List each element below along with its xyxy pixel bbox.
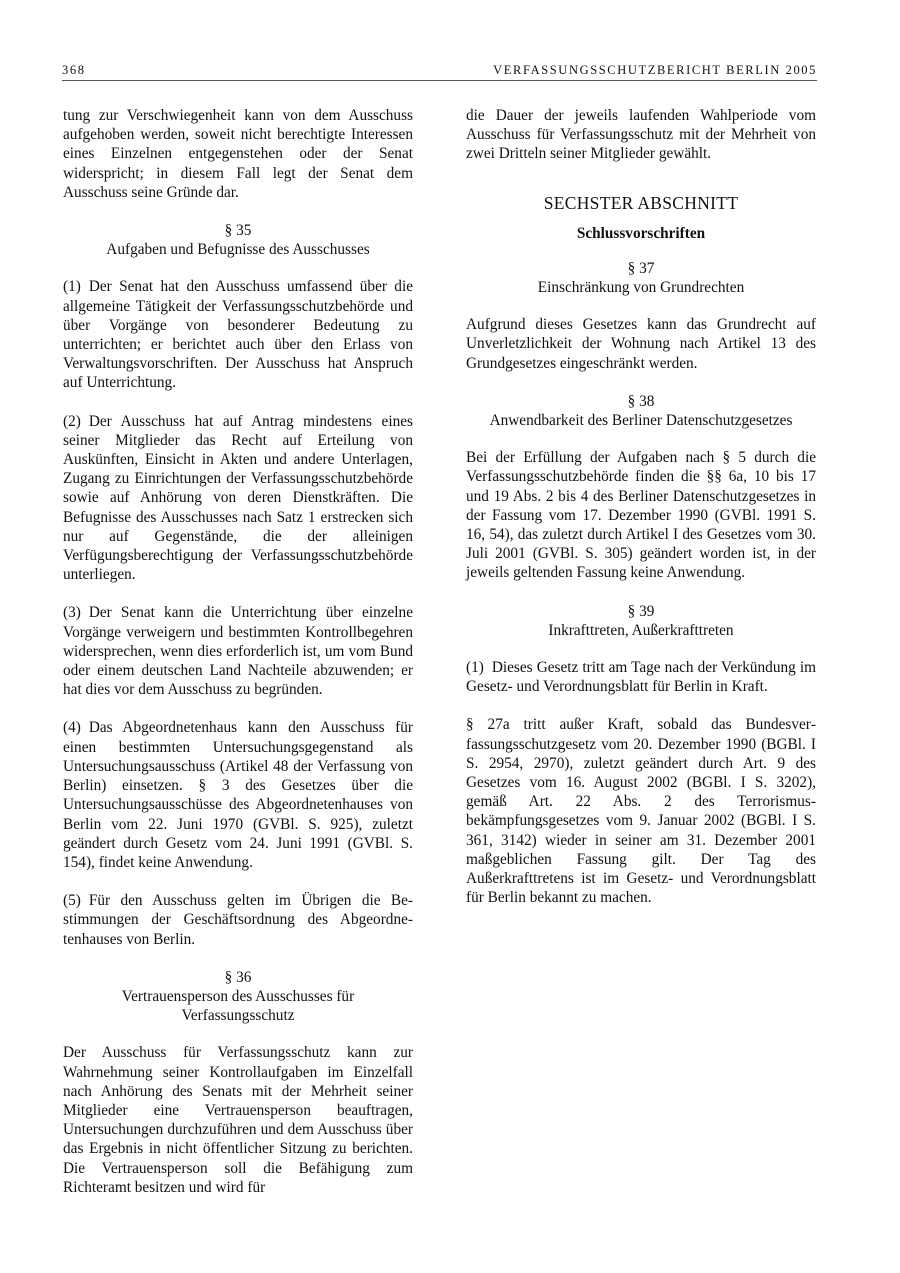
- paragraph-text: Aufgrund dieses Gesetzes kann das Grundrecht auf Unverletzlichkeit der Wohnung nach Artikel 13 des Grundgesetzes eingeschränkt werden.: [466, 316, 816, 372]
- paragraph: [63, 718, 413, 872]
- paragraph-text: Dieses Gesetz tritt am Tage nach der Verkündung im Gesetz- und Verordnungsblatt für Berlin in Kraft.: [466, 659, 816, 696]
- right-column: [466, 106, 816, 927]
- continuation-text: die Dauer der jeweils laufenden Wahlperiode vom Ausschuss für Verfassungsschutz mit der Mehrheit von zwei Dritteln seiner Mitglieder gewählt.: [466, 107, 816, 163]
- paragraph: [63, 891, 413, 949]
- page-header: [62, 60, 817, 80]
- paragraph: [466, 658, 816, 696]
- section-title: Einschränkung von Grundrechten: [537, 279, 745, 297]
- left-column: [63, 106, 413, 1216]
- paragraph-number: (3): [63, 604, 81, 622]
- paragraph-text: Bei der Erfüllung der Aufgaben nach § 5 durch die Verfassungsschutzbehörde finden die §§ 6a, 10 bis 17 und 19 Abs. 2 bis 4 des Berliner Datenschutzgesetzes in der Fassung vom 17. Dezember 1990 (GVBl. 1991 S. 16, 54), das zuletzt durch Artikel I des Gesetzes vom 30. Juli 2001 (GVBl. S. 305) geändert worden ist, in der jeweils geltenden Fassung keine Anwendung.: [466, 449, 816, 582]
- continuation-text: tung zur Verschwiegenheit kann von dem Ausschuss aufgehoben werden, soweit nicht berechtigte Interessen eines Einzelnen entgegenstehen oder der Senat widerspricht; in diesem Fall legt der Senat dem Ausschuss seine Gründe dar.: [63, 107, 413, 201]
- paragraph-text: Der Senat hat den Ausschuss umfassend über die allgemeine Tätigkeit der Verfassungsschutzbehörde und über Vorgänge von besonderer Bedeutung zu unterrichten; er berichtet auch über den Erlass von Verwaltungsvorschriften. Der Ausschuss hat Anspruch auf Unterrichtung.: [63, 278, 413, 392]
- paragraph-text: Der Senat kann die Unterrichtung über einzelne Vorgänge verweigern und bestimmten Kontrollbegehren widersprechen, wenn dies erforderlich ist, um vom Bund oder einem deutschen Land Nachteile abzuwenden; er hat dies vor dem Ausschuss zu begründen.: [63, 604, 413, 699]
- section-number: § 35: [224, 222, 252, 240]
- running-title: VERFASSUNGSSCHUTZBERICHT BERLIN 2005: [493, 63, 817, 77]
- part-title: Schlussvorschriften: [576, 224, 706, 242]
- header-rule: [62, 80, 817, 81]
- paragraph: [63, 277, 413, 392]
- paragraph-number: (2): [63, 412, 81, 430]
- paragraph-text: § 27a tritt außer Kraft, sobald das Bundesverfassungsschutzgesetz vom 20. Dezember 1990 (BGBl. I S. 2954, 2970), zuletzt geändert durch Art. 9 des Gesetzes vom 16. August 2002 (BGBl. I S. 3202), gemäß Art. 22 Abs. 2 des Terrorismusbekämpfungsgesetzes vom 9. Januar 2002 (BGBl. I S. 361, 3142) wieder in seiner am 31. Dezember 2001 maßgeblichen Fassung gilt. Der Tag des Außerkrafttretens ist im Gesetz- und Verordnungsblatt für Berlin bekannt zu machen.: [466, 716, 816, 907]
- section-title: Anwendbarkeit des Berliner Datenschutzgesetzes: [489, 412, 793, 430]
- paragraph: [63, 412, 413, 585]
- paragraph-text: Das Abgeordnetenhaus kann den Ausschuss für einen bestimmten Untersuchungsgegenstand als Untersuchungsausschuss (Artikel 48 der Verfassung von Berlin) einsetzen. § 3 des Gesetzes über die Untersuchungsausschüsse des Abgeordnetenhauses von Berlin vom 22. Juni 1970 (GVBl. S. 925), zuletzt geändert durch Gesetz vom 24. Juni 1991 (GVBl. S. 154), findet keine Anwendung.: [63, 719, 413, 871]
- section-title-line: Verfassungsschutz: [181, 1007, 295, 1025]
- page-number: 368: [62, 63, 86, 77]
- section-39-heading: [466, 602, 816, 640]
- paragraph-text: Der Ausschuss für Verfassungsschutz kann zur Wahrnehmung seiner Kontrollaufgaben im Einzelfall nach Anhörung des Senats mit der Mehrheit seiner Mitglieder eine Vertrauensperson beauftragen, Untersuchungen durchzuführen und dem Ausschuss über das Ergebnis in nicht öffentlicher Sitzung zu berichten. Die Vertrauensperson soll die Befähigung zum Richteramt besitzen und wird für: [63, 1044, 413, 1196]
- part-heading: SECHSTER ABSCHNITT: [543, 192, 739, 213]
- paragraph-number: (1): [466, 659, 484, 677]
- section-35-heading: [63, 221, 413, 259]
- section-title: Inkrafttreten, Außerkrafttreten: [548, 621, 734, 639]
- section-number: § 38: [627, 392, 655, 410]
- section-title-line: Vertrauensperson des Ausschusses für: [121, 987, 355, 1005]
- section-38-heading: [466, 392, 816, 430]
- section-number: § 36: [224, 968, 252, 986]
- paragraph-number: (5): [63, 892, 81, 910]
- paragraph-text: Der Ausschuss hat auf Antrag mindestens eines seiner Mitglieder das Recht auf Erteilung von Auskünften, Einsicht in Akten und andere Unterlagen, Zugang zu Einrichtungen der Verfassungsschutzbehörde sowie auf Anhörung von deren Dienstkräften. Die Befugnisse des Ausschusses nach Satz 1 erstrecken sich nur auf Gegenstände, die der alleinigen Verfügungsberechtigung der Verfassungsschutzbehörde unterliegen.: [63, 412, 413, 584]
- section-number: § 39: [627, 602, 655, 620]
- paragraph-number: (4): [63, 719, 81, 737]
- section-number: § 37: [627, 259, 655, 277]
- paragraph: [63, 603, 413, 699]
- paragraph-number: (1): [63, 278, 81, 296]
- section-37-heading: [466, 259, 816, 297]
- section-36-heading: [63, 968, 413, 1026]
- paragraph-text: Für den Ausschuss gelten im Übrigen die Bestimmungen der Geschäftsordnung des Abgeordnetenhauses von Berlin.: [63, 892, 413, 948]
- section-title: Aufgaben und Befugnisse des Ausschusses: [106, 241, 370, 259]
